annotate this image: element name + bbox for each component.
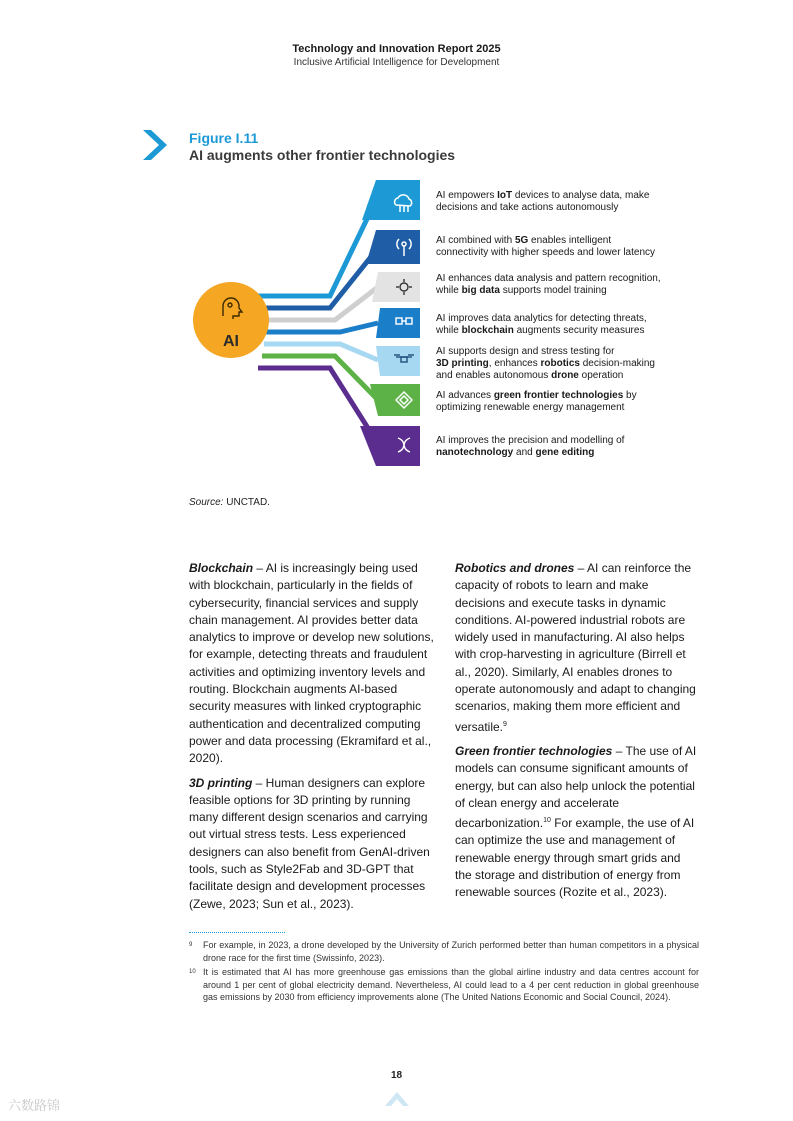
figure-label: Figure I.11 xyxy=(189,130,259,146)
desc-3d-robotics-drones: AI supports design and stress testing for 3D printing, enhances robotics decision-making and enables autonomous drone operation xyxy=(436,346,655,381)
ai-hub-label: AI xyxy=(223,333,239,350)
page-number: 18 xyxy=(390,1070,403,1081)
footnote-ref-9[interactable]: 9 xyxy=(503,720,507,728)
scroll-up-icon[interactable] xyxy=(383,1090,411,1114)
footnote-ref-10[interactable]: 10 xyxy=(543,817,551,825)
footnote-9: 9 For example, in 2023, a drone developed by the University of Zurich performed better than human competitors in a physical drone race for the first time (Swissinfo, 2023). xyxy=(189,940,699,963)
left-column xyxy=(189,560,434,920)
report-title: Technology and Innovation Report 2025 xyxy=(292,43,501,55)
figure-source: Source: UNCTAD. xyxy=(189,497,270,508)
desc-big-data: AI enhances data analysis and pattern recognition, while big data supports model training xyxy=(436,273,661,296)
desc-green-tech: AI advances green frontier technologies by optimizing renewable energy management xyxy=(436,390,637,413)
right-column xyxy=(455,560,700,909)
footnote-10: 10 It is estimated that AI has more greenhouse gas emissions than the global airline industry and data centres account for around 1 per cent of global electricity demand. Nevertheless, AI could lead to a 4 per cent reduction in global greenhouse gas emissions by 2030 from efficiency improvements alone (The United Nations Economic and Social Council, 2024). xyxy=(189,967,699,1002)
paragraph-robotics-drones: Robotics and drones – AI can reinforce the capacity of robots to learn and make decisions and execute tasks in dynamic conditions. AI-powered industrial robots are widely used in manufacturing. AI also helps with crop-harvesting in agriculture (Birrell et al., 2020). Similarly, AI enables drones to operate autonomously and adapt to changing scenarios, making them more efficient and versatile.$^9$ xyxy=(455,561,696,734)
figure-title: AI augments other frontier technologies xyxy=(189,147,456,163)
desc-5g: AI combined with 5G enables intelligent connectivity with higher speeds and lower latency xyxy=(436,235,656,258)
paragraph-blockchain: Blockchain – AI is increasingly being used with blockchain, particularly in the fields of cybersecurity, financial services and supply chain management. AI provides better data analytics to improve or develop new solutions, for example, detecting threats and fraudulent activities and optimizing inventory levels and routing. Blockchain augments AI-based security measures with linked cryptographic authentication and decentralized computing power and data processing (Ekramifard et al., 2020). xyxy=(189,561,434,766)
report-subtitle: Inclusive Artificial Intelligence for Development xyxy=(293,57,500,68)
desc-nano-gene: AI improves the precision and modelling of nanotechnology and gene editing xyxy=(436,435,625,458)
connector-lines xyxy=(255,196,378,444)
desc-blockchain: AI improves data analytics for detecting threats, while blockchain augments security measures xyxy=(436,313,647,336)
paragraph-green-tech: Green frontier technologies – The use of AI models can consume significant amounts of energy, but can also help unlock the potential of clean energy and accelerate decarbonization.$^{10}$ For example, the use of AI can optimize the use and management of renewable energy through smart grids and the storage and distribution of energy from renewable sources (Rozite et al., 2023). xyxy=(455,743,697,900)
paragraph-3d-printing: 3D printing – Human designers can explore feasible options for 3D printing by running many different design scenarios and carrying out virtual stress tests. Less experienced designers can also benefit from GenAI-driven tools, such as Style2Fab and 3D-GPT that facilitate design and development processes (Zewe, 2023; Sun et al., 2023). xyxy=(189,775,430,911)
desc-iot: AI empowers IoT devices to analyse data, make decisions and take actions autonomously xyxy=(436,190,650,213)
footnote-divider xyxy=(189,932,285,933)
watermark: 六数路锦 xyxy=(8,1098,61,1113)
